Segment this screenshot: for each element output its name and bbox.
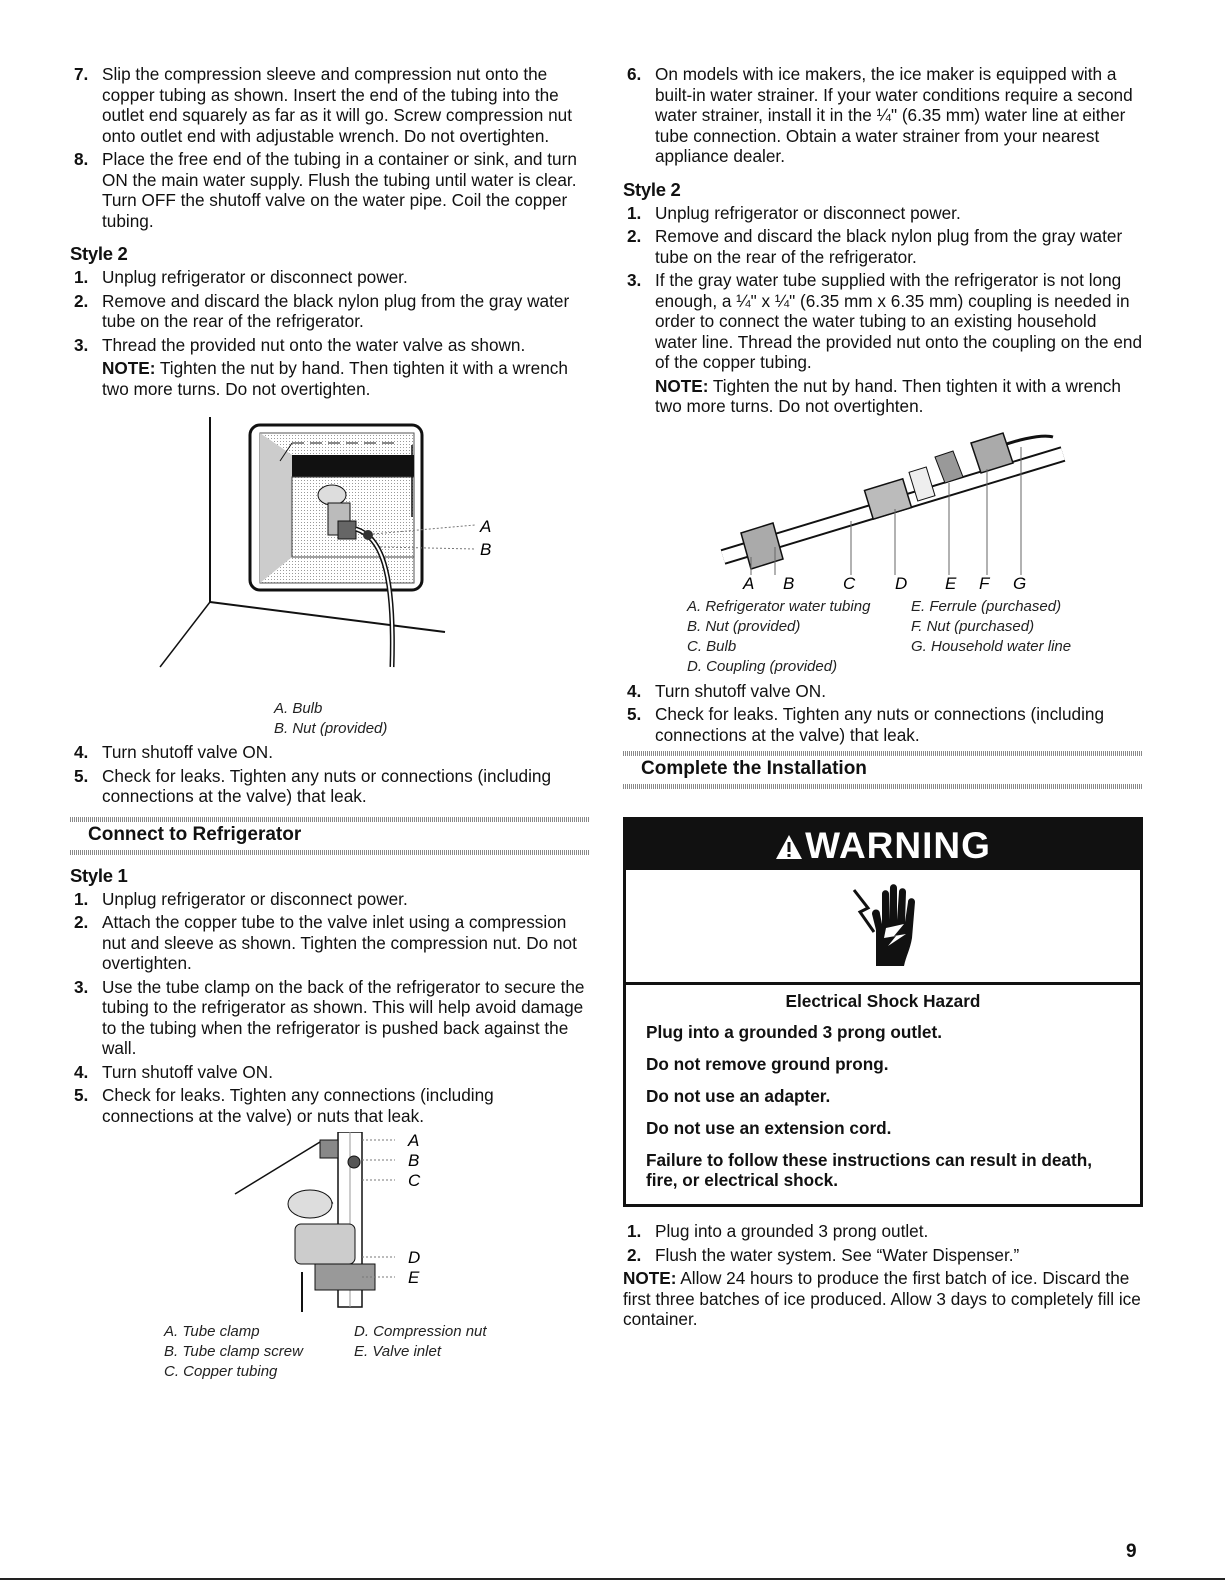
step-item: 4. Turn shutoff valve ON. — [627, 680, 826, 701]
valve-recess-figure — [70, 417, 590, 703]
step-item: 1. Plug into a grounded 3 prong outlet. — [627, 1221, 929, 1241]
caption-nut-provided: B. Nut (provided) — [687, 617, 801, 635]
electric-shock-hand-icon — [846, 880, 926, 970]
step-item: 8. Place the free end of the tubing in a container or sink, and turn ON the main water supply. Flush the tubing until water is clear. Turn OFF the shutoff valve on the water pipe. Coil the copper tubing. — [74, 149, 577, 231]
final-note: NOTE: Allow 24 hours to produce the first batch of ice. Discard the first three batches of ice produced. Allow 3 days to completely fill ice container. — [623, 1268, 1141, 1329]
step-item: 5. Check for leaks. Tighten any connections (including connections at the valve) or nuts that leak. — [74, 1085, 494, 1126]
step-item: 3. Use the tube clamp on the back of the refrigerator to secure the tubing to the refrigerator as shown. This will help avoid damage to the tubing when the refrigerator is pushed back against the wall. — [74, 976, 585, 1058]
warning-triangle-icon — [775, 822, 803, 874]
step-item: 2. Remove and discard the black nylon plug from the gray water tube on the rear of the refrigerator. — [627, 226, 1123, 267]
step-item: 3. If the gray water tube supplied with the refrigerator is not long enough, a ¼" x ¼" (6.35 mm x 6.35 mm) coupling is needed in order to connect the water tubing to an existing household water line. Thread the provided nut onto the coupling on the end of the copper tubing. NOTE: Tighten the nut by hand. Then tighten it with a wrench two more turns. Do not overtighten. — [627, 270, 1143, 416]
step-item: 2. Flush the water system. See “Water Dispenser.” — [627, 1244, 1020, 1265]
caption-nut: B. Nut (provided) — [274, 720, 388, 737]
caption-coupling: D. Coupling (provided) — [687, 657, 838, 675]
warning-line: Do not use an extension cord. — [646, 1118, 892, 1138]
fig3-captions — [164, 1322, 590, 1382]
style2-steps — [70, 267, 590, 399]
step-item: 4. Turn shutoff valve ON. — [74, 1061, 273, 1082]
valve-recess-illustration — [70, 417, 590, 703]
style1-steps — [70, 889, 590, 1127]
caption-tube-clamp: A. Tube clamp — [164, 1323, 260, 1340]
hazard-title: Electrical Shock Hazard — [785, 991, 981, 1011]
final-steps — [623, 1221, 1143, 1265]
section-divider — [623, 751, 1143, 756]
fig2-label-g: G — [1013, 573, 1027, 589]
steps-list-top-right — [623, 64, 1143, 167]
caption-bulb: C. Bulb — [687, 637, 737, 655]
caption-bulb: A. Bulb — [274, 700, 323, 717]
step-item: 6. On models with ice makers, the ice maker is equipped with a built-in water strainer. If your water conditions require a second water strainer, install it in the ¼" (6.35 mm) water line at either tube connection. Obtain a water strainer from your nearest appliance dealer. — [627, 64, 1133, 166]
step-item: 2. Remove and discard the black nylon plug from the gray water tube on the rear of the refrigerator. — [74, 290, 570, 331]
tube-clamp-illustration — [70, 1132, 590, 1322]
step-item: 1. Unplug refrigerator or disconnect power. — [627, 202, 961, 223]
note: NOTE: Tighten the nut by hand. Then tighten it with a wrench two more turns. Do not overtighten. — [102, 358, 568, 399]
style1-heading: Style 1 — [70, 864, 128, 886]
step-item: 3. Thread the provided nut onto the water valve as shown. NOTE: Tighten the nut by hand. Then tighten it with a wrench two more turns. Do not overtighten. — [70, 335, 590, 400]
caption-tube-clamp-screw: B. Tube clamp screw — [164, 1343, 303, 1360]
shock-hazard-icon-box — [626, 870, 1140, 985]
step-item: 5. Check for leaks. Tighten any nuts or connections (including connections at the valve) that leak. — [74, 765, 552, 806]
warning-line: Failure to follow these instructions can result in death, fire, or electrical shock. — [646, 1150, 1092, 1190]
section-divider — [70, 850, 590, 855]
coupling-illustration — [623, 429, 1143, 589]
steps-list-top — [70, 64, 590, 231]
section-divider — [70, 817, 590, 822]
style2-heading: Style 2 — [70, 243, 128, 264]
warning-body — [626, 985, 1140, 1204]
fig2-label-b: B — [783, 573, 795, 589]
fig2-label-c: C — [843, 573, 856, 589]
style2-steps-right — [623, 203, 1143, 417]
fig2-label-f: F — [979, 573, 990, 589]
right-column — [623, 64, 1143, 1330]
fig2-label-e: E — [945, 573, 957, 589]
caption-compression-nut: D. Compression nut — [354, 1323, 487, 1340]
left-column — [70, 64, 590, 1382]
fig1-label-b: B — [480, 540, 492, 559]
caption-copper-tubing: C. Copper tubing — [164, 1363, 278, 1380]
fig1-captions — [274, 699, 590, 739]
fig1-label-a: A — [480, 517, 492, 536]
step-item: 1. Unplug refrigerator or disconnect power. — [74, 888, 408, 909]
caption-refrigerator-water-tubing: A. Refrigerator water tubing — [687, 597, 871, 615]
fig3-label-e: E — [408, 1268, 420, 1287]
step-item: 5. Check for leaks. Tighten any nuts or connections (including connections at the valve) that leak. — [627, 704, 1105, 745]
warning-box — [623, 817, 1143, 1207]
note: NOTE: Tighten the nut by hand. Then tighten it with a wrench two more turns. Do not overtighten. — [655, 375, 1121, 416]
fig2-label-d: D — [895, 573, 908, 589]
style2-heading-right: Style 2 — [623, 178, 681, 200]
caption-ferrule: E. Ferrule (purchased) — [911, 597, 1062, 615]
fig2-captions — [687, 597, 1143, 677]
warning-line: Plug into a grounded 3 prong outlet. — [646, 1022, 942, 1042]
section-heading-complete: Complete the Installation — [641, 758, 867, 779]
step-item: 7. Slip the compression sleeve and compression nut onto the copper tubing as shown. Insert the end of the tubing into the outlet end squarely as far as it will go. Screw compression nut onto outlet end with adjustable wrench. Do not overtighten. — [74, 64, 573, 146]
warning-line: Do not remove ground prong. — [646, 1054, 889, 1074]
warning-banner-text: WARNING — [805, 825, 991, 866]
warning-banner — [626, 820, 1140, 870]
section-heading-connect: Connect to Refrigerator — [88, 823, 302, 845]
steps-after-fig2 — [623, 681, 1143, 746]
fig3-label-d: D — [408, 1248, 421, 1267]
coupling-figure — [623, 429, 1143, 589]
fig3-label-a: A — [408, 1132, 420, 1150]
caption-valve-inlet: E. Valve inlet — [354, 1343, 441, 1360]
caption-household-water-line: G. Household water line — [911, 637, 1072, 655]
tube-clamp-figure — [70, 1132, 590, 1322]
step-item: 2. Attach the copper tube to the valve inlet using a compression nut and sleeve as shown. Tighten the compression nut. Do not overtighten. — [74, 912, 577, 973]
fig3-label-c: C — [408, 1171, 421, 1190]
fig2-label-a: A — [743, 573, 755, 589]
section-divider — [623, 784, 1143, 789]
steps-after-fig1 — [70, 742, 590, 807]
page-number: 9 — [1126, 1541, 1137, 1562]
step-item: 4. Turn shutoff valve ON. — [74, 742, 273, 762]
warning-line: Do not use an adapter. — [646, 1086, 831, 1106]
step-item: 1. Unplug refrigerator or disconnect power. — [74, 267, 408, 287]
bottom-rule — [0, 1578, 1225, 1580]
caption-nut-purchased: F. Nut (purchased) — [911, 617, 1035, 635]
fig3-label-b: B — [408, 1151, 420, 1170]
